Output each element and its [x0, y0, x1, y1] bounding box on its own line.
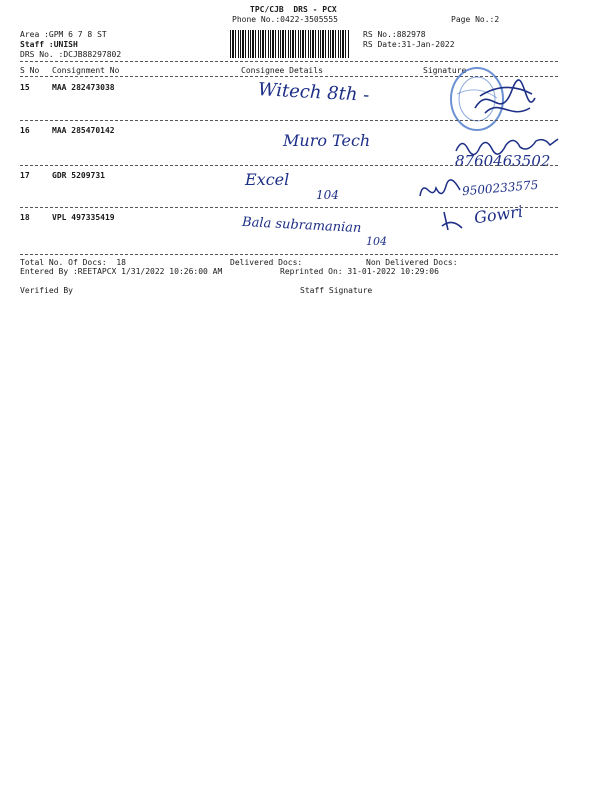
document-title: TPC/CJB DRS - PCX — [250, 5, 337, 14]
row-18-signature — [438, 208, 466, 234]
rs-date: RS Date:31-Jan-2022 — [363, 40, 455, 49]
staff-signature: Staff Signature — [300, 286, 373, 295]
row-16-phone-handwriting: 8760463502 — [455, 152, 551, 170]
page-number: Page No.:2 — [451, 15, 500, 24]
row-17-consignment: GDR 5209731 — [52, 171, 105, 180]
row-18-consignee-handwriting: Bala subramanian — [241, 214, 362, 237]
row-17-phone-handwriting: 9500233575 — [461, 177, 539, 199]
area-label: Area :GPM 6 7 8 ST — [20, 30, 107, 39]
col-signature: Signature — [423, 66, 467, 75]
non-delivered-docs: Non Delivered Docs: — [366, 258, 458, 267]
staff-label: Staff :UNISH — [20, 40, 78, 49]
row-15-consignment: MAA 282473038 — [52, 83, 115, 92]
verified-by: Verified By — [20, 286, 73, 295]
drs-number: DRS No. :DCJB88297802 — [20, 50, 122, 59]
rs-number: RS No.:882978 — [363, 30, 426, 39]
entered-by: Entered By :REETAPCX 1/31/2022 10:26:00 AM — [20, 267, 223, 276]
row-17-note-handwriting: 104 — [316, 188, 339, 202]
phone-number: Phone No.:0422-3505555 — [232, 15, 338, 24]
col-sno: S No — [20, 66, 40, 75]
row-18-sno: 18 — [20, 213, 30, 222]
row-18-consignment: VPL 497335419 — [52, 213, 115, 222]
row-divider — [20, 120, 558, 121]
delivered-docs: Delivered Docs: — [230, 258, 303, 267]
row-18-note-handwriting: 104 — [366, 235, 387, 248]
row-16-consignee-handwriting: Muro Tech — [283, 131, 371, 150]
row-divider — [20, 165, 558, 166]
header-divider-top — [20, 61, 558, 62]
reprinted-on: Reprinted On: 31-01-2022 10:29:06 — [280, 267, 439, 276]
row-15-sno: 15 — [20, 83, 30, 92]
row-16-consignment: MAA 285470142 — [52, 126, 115, 135]
row-17-consignee-handwriting: Excel — [245, 170, 290, 189]
row-17-signature — [416, 180, 462, 204]
total-docs: Total No. Of Docs: 18 — [20, 258, 126, 267]
col-consignee: Consignee Details — [241, 66, 323, 75]
row-divider — [20, 254, 558, 255]
row-15-consignee-handwriting: Witech 8th - — [257, 79, 370, 106]
barcode — [230, 30, 350, 58]
col-consignment: Consignment No — [52, 66, 120, 75]
row-18-receiver-handwriting: Gowri — [472, 201, 524, 228]
row-17-sno: 17 — [20, 171, 30, 180]
row-16-sno: 16 — [20, 126, 30, 135]
